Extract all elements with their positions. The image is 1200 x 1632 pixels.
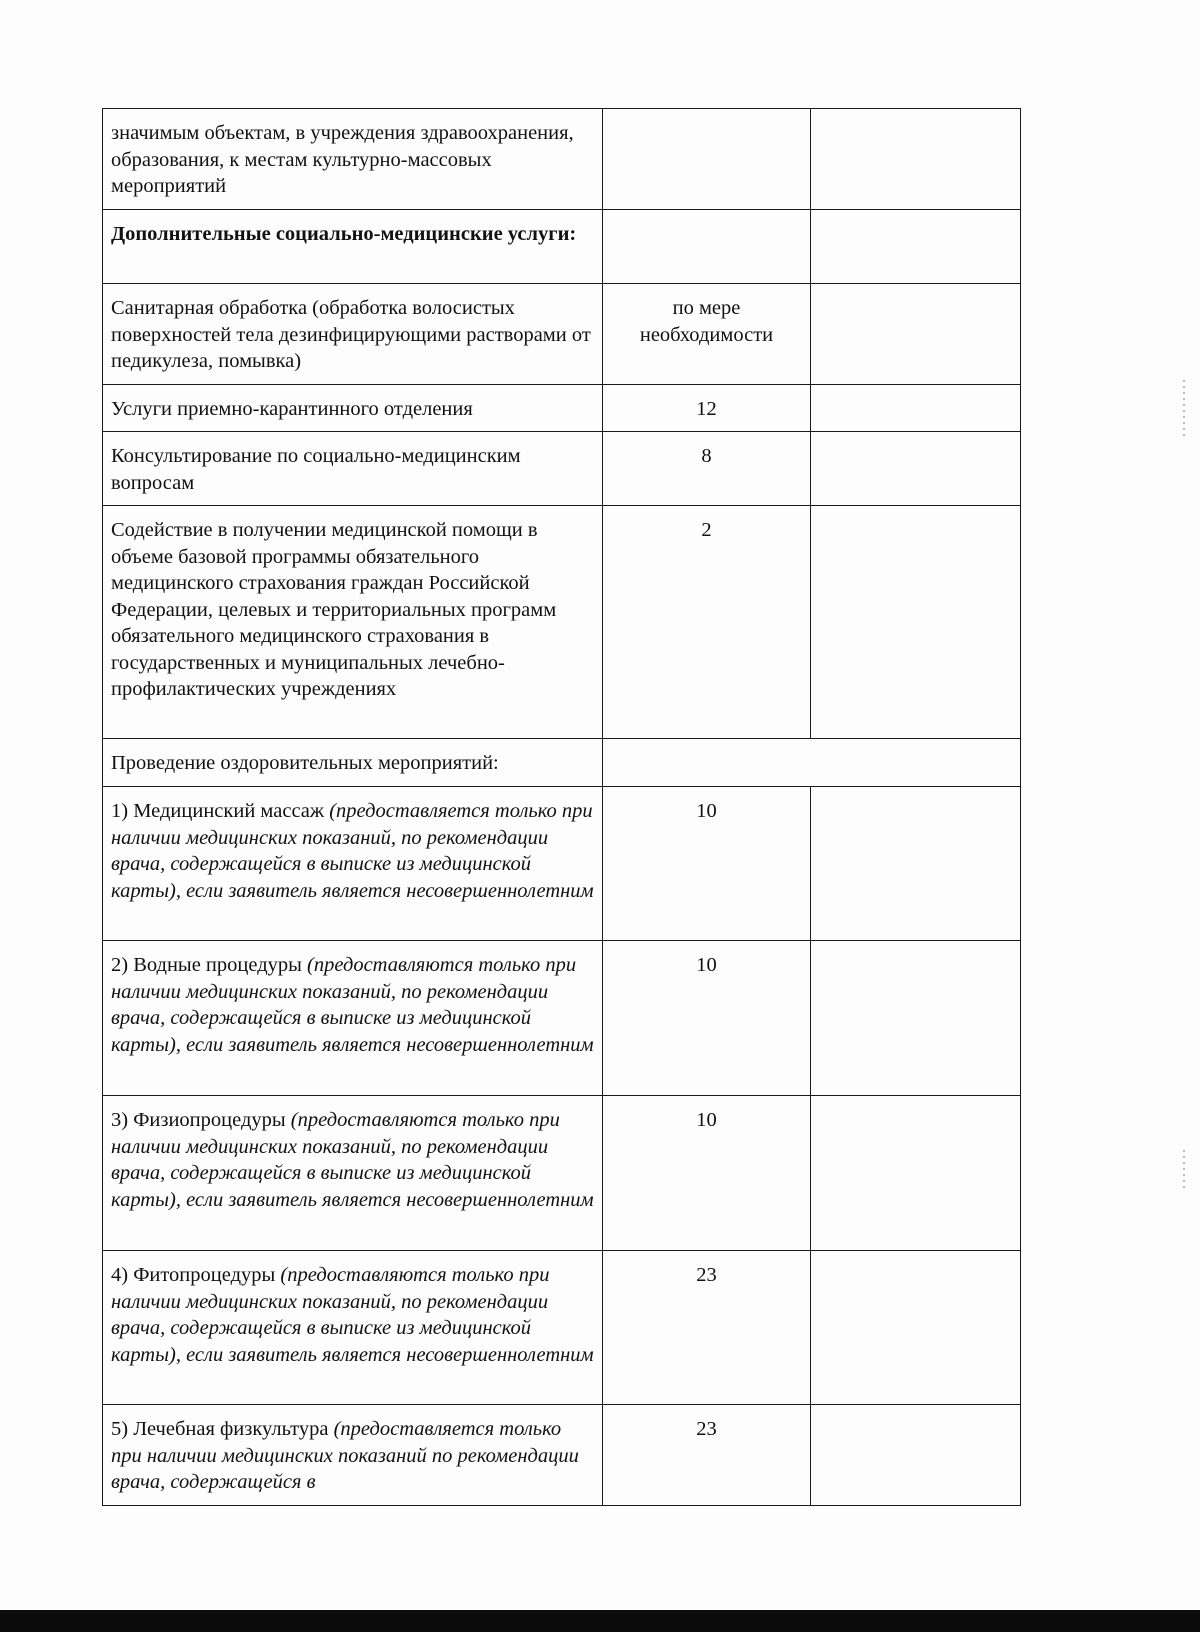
- quantity-cell: по мере необходимости: [603, 284, 811, 385]
- table-row: [103, 1405, 1021, 1506]
- extra-cell: [811, 109, 1021, 210]
- service-text: Содействие в получении медицинской помощи в объеме базовой программы обязательного медицинского страхования граждан Российской Федерации, целевых и территориальных программ обязательного медицинского страхования в государственных и муниципальных лечебно-профилактических учреждениях: [111, 519, 557, 700]
- merged-cell: [603, 739, 1021, 787]
- table-row: [103, 1251, 1021, 1405]
- service-cell: [103, 1405, 603, 1506]
- extra-cell: [811, 284, 1021, 385]
- service-cell: [103, 1096, 603, 1251]
- service-text: 3) Физиопроцедуры: [111, 1109, 286, 1131]
- table-row: [103, 506, 1021, 739]
- service-text: Санитарная обработка (обработка волосистых поверхностей тела дезинфицирующими растворами от педикулеза, помывка): [111, 297, 591, 372]
- quantity-cell: 10: [603, 941, 811, 1096]
- quantity-cell: 10: [603, 787, 811, 941]
- service-cell: [103, 506, 603, 739]
- section-heading-cell: [103, 210, 603, 284]
- service-text: 5) Лечебная физкультура: [111, 1418, 329, 1440]
- quantity-cell: 23: [603, 1251, 811, 1405]
- service-text: 4) Фитопроцедуры: [111, 1264, 276, 1286]
- table-row: [103, 787, 1021, 941]
- services-table: [102, 108, 1021, 1506]
- table-row: [103, 109, 1021, 210]
- quantity-cell: 23: [603, 1405, 811, 1506]
- extra-cell: [811, 941, 1021, 1096]
- scan-bottom-border: [0, 1610, 1200, 1632]
- scan-edge-artifact: [1183, 1150, 1185, 1190]
- extra-cell: [811, 787, 1021, 941]
- extra-cell: [811, 1251, 1021, 1405]
- extra-cell: [811, 385, 1021, 432]
- extra-cell: [811, 210, 1021, 284]
- section-heading-cell: [103, 739, 603, 787]
- table-row: [103, 432, 1021, 506]
- service-note: (предоставляются только при наличии медицинских показаний, по рекомендации врача, содержащейся в выписке из медицинской карты), если заявитель является несовершеннолетним: [111, 1264, 594, 1366]
- service-cell: [103, 284, 603, 385]
- section-heading: Проведение оздоровительных мероприятий:: [111, 752, 499, 774]
- service-text: Услуги приемно-карантинного отделения: [111, 398, 473, 420]
- section-heading: Дополнительные социально-медицинские услуги:: [111, 223, 577, 245]
- table-row: [103, 284, 1021, 385]
- quantity-cell: 8: [603, 432, 811, 506]
- service-cell: [103, 385, 603, 432]
- extra-cell: [811, 1096, 1021, 1251]
- service-cell: [103, 432, 603, 506]
- service-note: (предоставляются только при наличии медицинских показаний, по рекомендации врача, содержащейся в выписке из медицинской карты), если заявитель является несовершеннолетним: [111, 954, 594, 1056]
- service-cell: [103, 941, 603, 1096]
- service-cell: [103, 1251, 603, 1405]
- table-row: [103, 739, 1021, 787]
- table-row: [103, 1096, 1021, 1251]
- service-text: 2) Водные процедуры: [111, 954, 302, 976]
- service-note: (предоставляется только при наличии медицинских показаний по рекомендации врача, содержащейся в: [111, 1418, 579, 1493]
- service-text: 1) Медицинский массаж: [111, 800, 325, 822]
- scan-edge-artifact: [1183, 380, 1185, 440]
- quantity-cell: 10: [603, 1096, 811, 1251]
- table-row: [103, 210, 1021, 284]
- service-note: (предоставляются только при наличии медицинских показаний, по рекомендации врача, содержащейся в выписке из медицинской карты), если заявитель является несовершеннолетним: [111, 1109, 594, 1211]
- quantity-cell: 2: [603, 506, 811, 739]
- quantity-cell: [603, 109, 811, 210]
- quantity-cell: 12: [603, 385, 811, 432]
- service-note: (предоставляется только при наличии медицинских показаний, по рекомендации врача, содержащейся в выписке из медицинской карты), если заявитель является несовершеннолетним: [111, 800, 594, 902]
- table-row: [103, 941, 1021, 1096]
- service-text: Консультирование по социально-медицинским вопросам: [111, 445, 521, 494]
- extra-cell: [811, 1405, 1021, 1506]
- extra-cell: [811, 506, 1021, 739]
- quantity-cell: [603, 210, 811, 284]
- service-text: значимым объектам, в учреждения здравоохранения, образования, к местам культурно-массовых мероприятий: [111, 122, 574, 197]
- service-cell: [103, 787, 603, 941]
- extra-cell: [811, 432, 1021, 506]
- service-cell: [103, 109, 603, 210]
- table-row: [103, 385, 1021, 432]
